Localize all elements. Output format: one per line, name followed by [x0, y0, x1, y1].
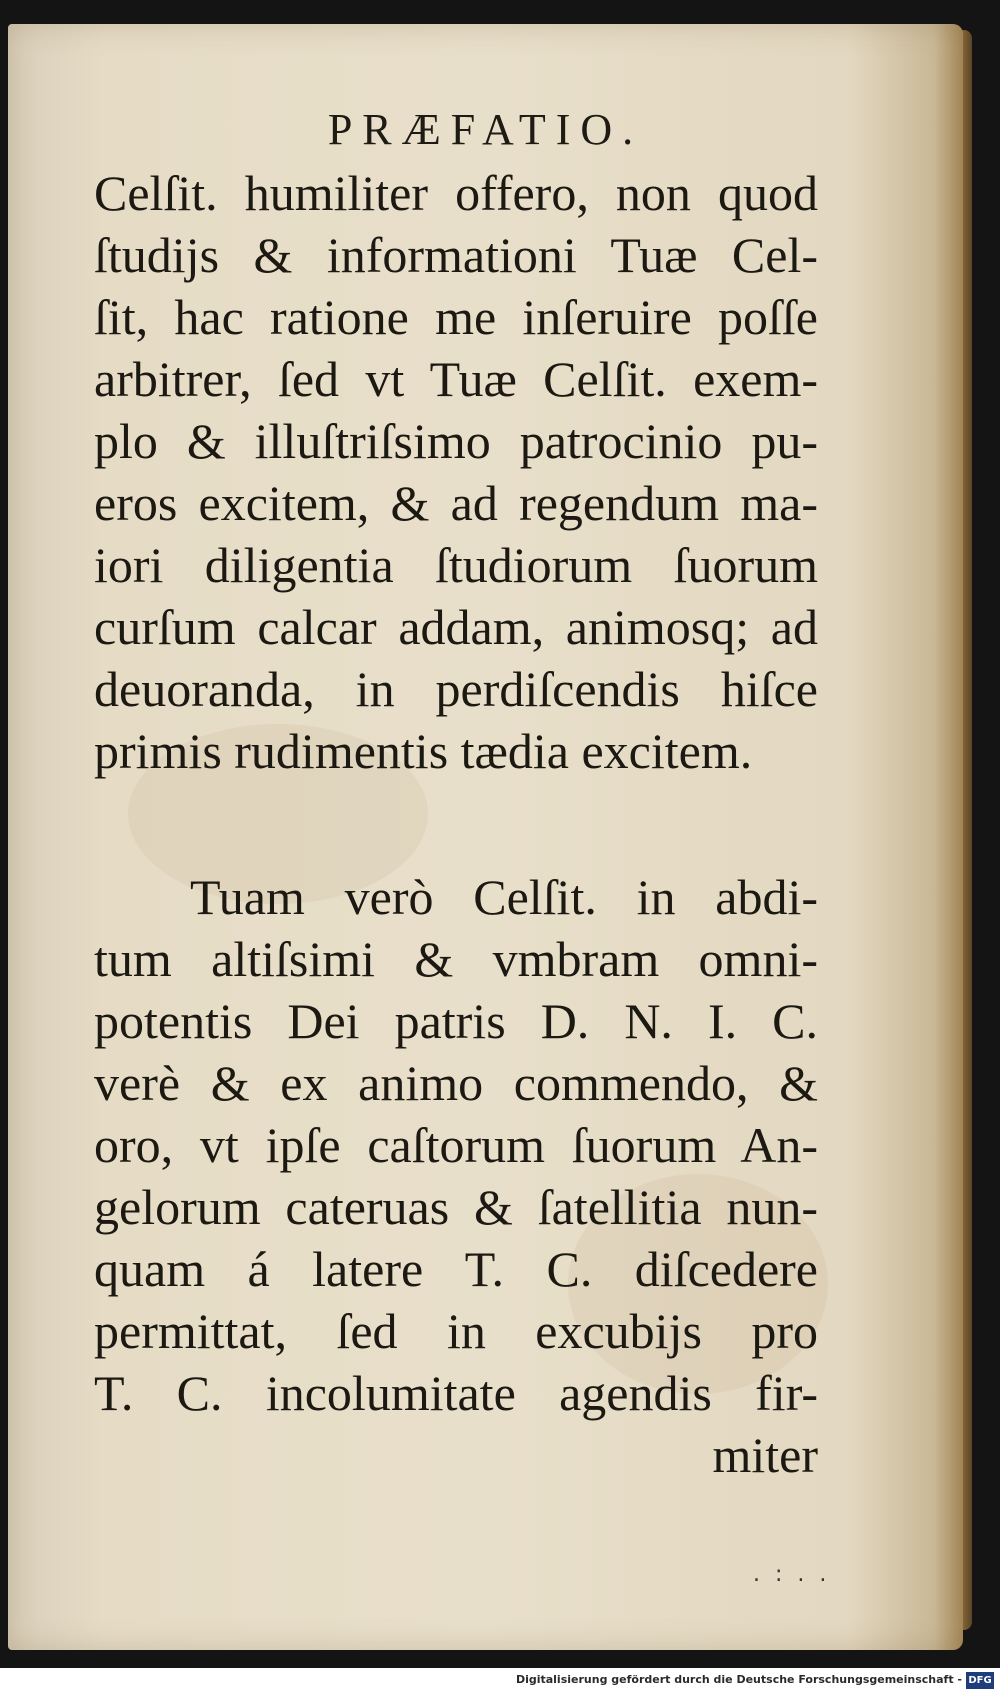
- text-line: ſtudijs & informationi Tuæ Cel-: [94, 227, 818, 283]
- footer-bar: [0, 1668, 1000, 1695]
- text-line: curſum calcar addam, animosq; ad: [94, 599, 818, 655]
- text-line: potentis Dei patris D. N. I. C.: [94, 993, 818, 1049]
- text-line: Celſit. humiliter offero, non quod: [94, 165, 818, 221]
- text-block: [94, 162, 818, 1486]
- text-line: deuoranda, in perdiſcendis hiſce: [94, 661, 818, 717]
- dfg-logo-icon: DFG: [966, 1672, 994, 1689]
- text-line: eros excitem, & ad regendum ma-: [94, 475, 818, 531]
- text-line: primis rudimentis tædia excitem.: [94, 723, 753, 779]
- text-line: T. C. incolumitate agendis fir-: [94, 1365, 818, 1421]
- text-line: oro, vt ipſe caſtorum ſuorum An-: [94, 1117, 818, 1173]
- footer-credit: Digitalisierung gefördert durch die Deutsche Forschungsgemeinschaft -: [515, 1673, 962, 1686]
- signature-marks: . : . .: [753, 1562, 831, 1587]
- book-page: [8, 24, 963, 1650]
- text-line: arbitrer, ſed vt Tuæ Celſit. exem-: [94, 351, 818, 407]
- catchword: miter: [712, 1427, 818, 1483]
- text-line: gelorum cateruas & ſatellitia nun-: [94, 1179, 818, 1235]
- text-line: quam á latere T. C. diſcedere: [94, 1241, 818, 1297]
- paragraph-gap: [94, 782, 818, 866]
- text-line: permittat, ſed in excubijs pro: [94, 1303, 818, 1359]
- text-line: Tuam verò Celſit. in abdi-: [190, 869, 818, 925]
- running-head: PRÆFATIO.: [327, 105, 644, 154]
- text-line: iori diligentia ſtudiorum ſuorum: [94, 537, 818, 593]
- text-line: tum altiſsimi & vmbram omni-: [94, 931, 818, 987]
- text-line: plo & illuſtriſsimo patrocinio pu-: [94, 413, 818, 469]
- text-line: ſit, hac ratione me inſeruire poſſe: [94, 289, 818, 345]
- text-line: verè & ex animo commendo, &: [94, 1055, 818, 1111]
